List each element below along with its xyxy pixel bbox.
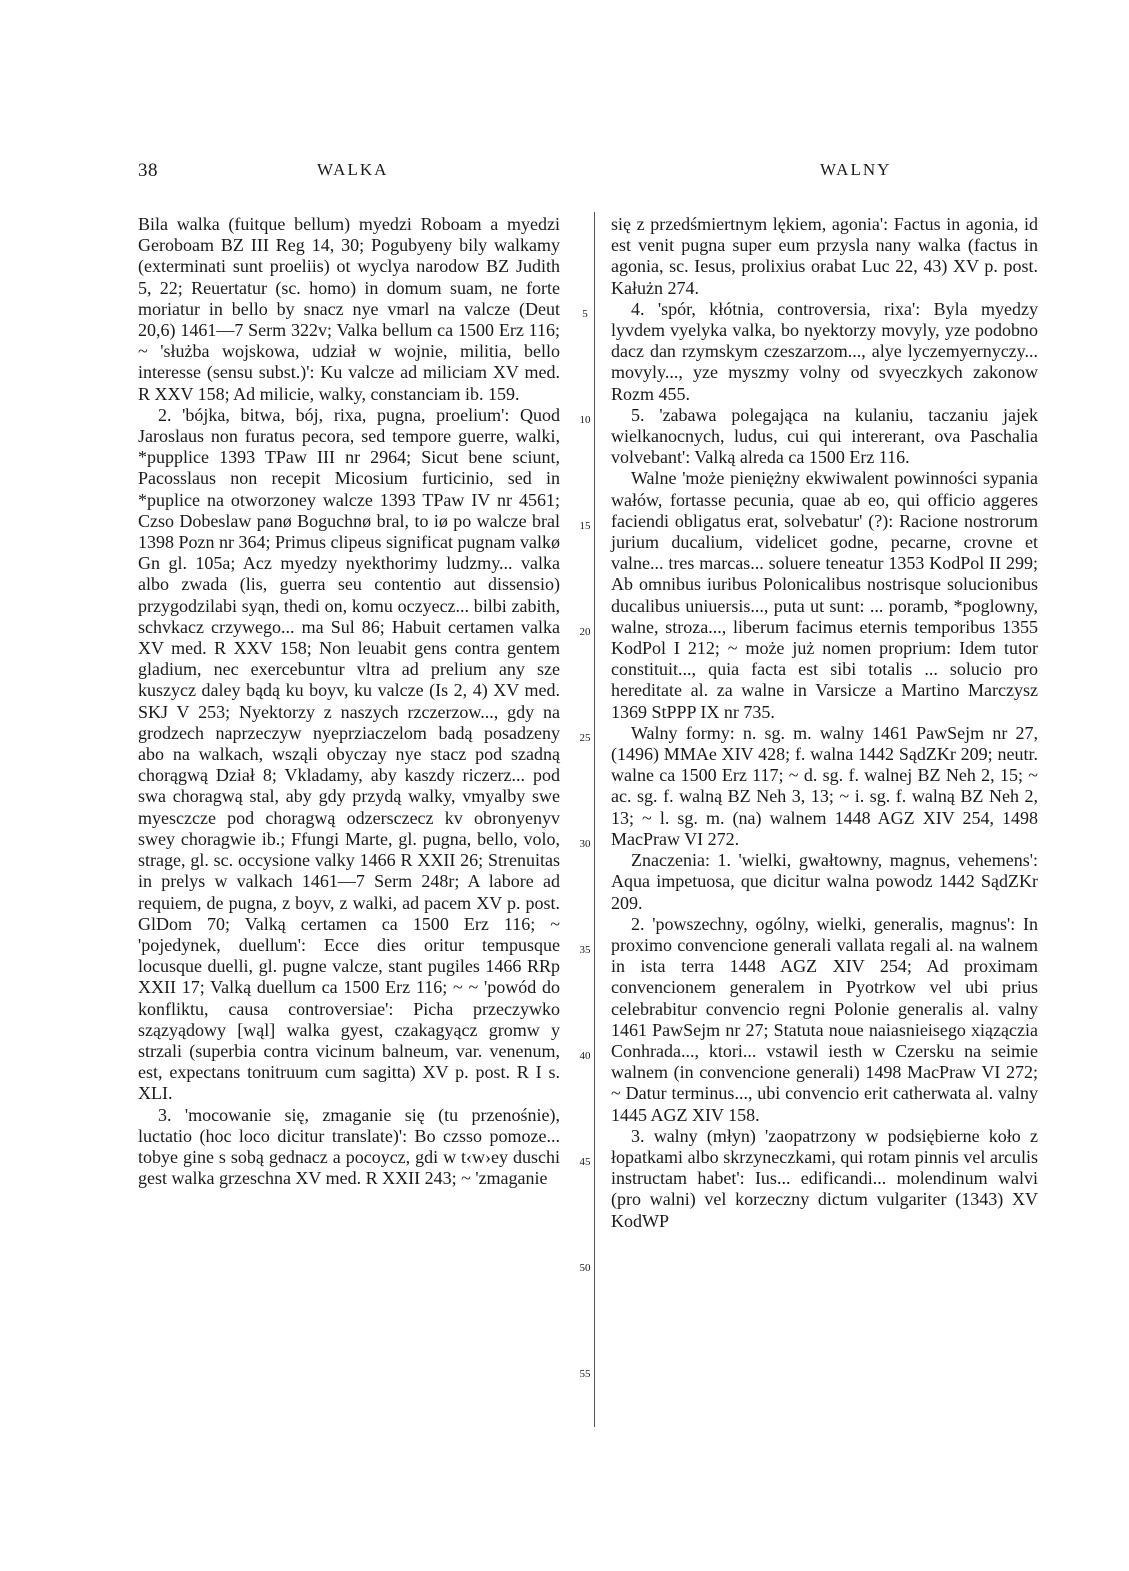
- paragraph: 2. 'powszechny, ogólny, wielki, generalis, magnus': In proximo convencione generali vallata regali al. na walnem in ista terra 1448 AGZ XIV 254; Ad proximam convencionem generalem in Pyotrkow vel ubi prius celebrabitur convencio regni Polonie generalis al. valny 1461 PawSejm nr 27; Statuta noue naiasnieisego xiązączia Conhrada..., ktori... vstawil iesth w Czersku na seimie walnem (in convencione generali) 1498 MacPraw VI 272; ~ Datur terminus..., ubi convencio erit catherwata al. valny 1445 AGZ XIV 158.: [611, 913, 1038, 1125]
- column-divider: [594, 212, 595, 1427]
- paragraph: 5. 'zabawa polegająca na kulaniu, taczaniu jajek wielkanocnych, ludus, cui qui intererant, ova Paschalia volvebant': Valką alreda ca 1500 Erz 116.: [611, 404, 1038, 468]
- paragraph: 3. 'mocowanie się, zmaganie się (tu przenośnie), luctatio (hoc loco dicitur translate)': Bo czsso pomoze... tobye gine s sobą gednacz a pocoycz, gdi w t‹w›ey duschi gest walka grzeschna XV med. R XXII 243; ~ 'zmaganie: [138, 1104, 560, 1189]
- paragraph: Bila walka (fuitque bellum) myedzi Roboam a myedzi Geroboam BZ III Reg 14, 30; Pogubyeny bily walkamy (exterminati sunt proeliis) ot wyclya narodow BZ Judith 5, 22; Reuertatur (sc. homo) in domum suam, ne forte moriatur in bello by snacz nye vmarl na valcze (Deut 20,6) 1461—7 Serm 322v; Valka bellum ca 1500 Erz 116; ~ 'służba wojskowa, udział w wojnie, militia, bello interesse (sensu subst.)': Ku valcze ad miliciam XV med. R XXV 158; Ad milicie, walky, constanciam ib. 159.: [138, 214, 560, 404]
- line-number: 45: [579, 1156, 591, 1168]
- paragraph: Walne 'może pieniężny ekwiwalent powinności sypania wałów, fortasse pecunia, quae ab eo, qui officio aggeres faciendi obligatus erat, solvebatur' (?): Racione nostrorum jurium ducalium, videlicet godne, pecarne, crovne et valne... tres marcas... soluere teneatur 1353 KodPol II 299; Ab omnibus iuribus Polonicalibus nostrisque solucionibus ducalibus uniuersis..., puta ut sunt: ... poramb, *poglowny, walne, stroza..., liberum facimus eternis temporibus 1355 KodPol I 212; ~ może już nomen proprium: Idem tutor constituit..., quia facta est sibi totalis ... solucio pro hereditate al. za walne in Varsicze a Martino Marczysz 1369 StPPP IX nr 735.: [611, 468, 1038, 722]
- line-number: 40: [579, 1050, 591, 1062]
- right-column: [611, 214, 1038, 1232]
- left-column: [138, 214, 560, 1189]
- line-number: 20: [579, 626, 591, 638]
- paragraph: Znaczenia: 1. 'wielki, gwałtowny, magnus, vehemens': Aqua impetuosa, que dicitur walna powodz 1442 SądZKr 209.: [611, 850, 1038, 913]
- right-running-head: WALNY: [820, 160, 892, 179]
- line-number: 35: [579, 944, 591, 956]
- paragraph: 3. walny (młyn) 'zaopatrzony w podsiębierne koło z łopatkami albo skrzyneczkami, qui rotam pinnis vel arculis instructam habet': Ius... edificandi... molendinum walvi (pro walni) vel korzeczny dictum vulgariter (1343) XV KodWP: [611, 1125, 1038, 1231]
- paragraph: Walny formy: n. sg. m. walny 1461 PawSejm nr 27, (1496) MMAe XIV 428; f. walna 1442 SądZKr 209; neutr. walne ca 1500 Erz 117; ~ d. sg. f. walnej BZ Neh 2, 15; ~ ac. sg. f. walną BZ Neh 3, 13; ~ i. sg. f. walną BZ Neh 2, 13; ~ l. sg. m. (na) walnem 1448 AGZ XIV 254, 1498 MacPraw VI 272.: [611, 722, 1038, 849]
- line-number: 25: [579, 732, 591, 744]
- paragraph: 4. 'spór, kłótnia, controversia, rixa': Byla myedzy lyvdem vyelyka valka, bo nyektorzy movyly, yze podobno dacz dan rzymskym czeszarzom..., alye lyczemyernyczy... movyly..., yze myszmy volny od svyeczkych zakonow Rozm 455.: [611, 298, 1038, 404]
- page-number: 38: [138, 160, 158, 181]
- line-number: 50: [579, 1262, 591, 1274]
- line-number: 30: [579, 838, 591, 850]
- line-number: 10: [579, 414, 591, 426]
- line-number: 5: [582, 308, 588, 320]
- line-number: 55: [579, 1368, 591, 1380]
- line-number: 15: [579, 520, 591, 532]
- left-running-head: WALKA: [317, 160, 389, 179]
- paragraph: się z przedśmiertnym lękiem, agonia': Factus in agonia, id est venit pugna super eum przysla nany walka (factus in agonia, sc. Iesus, prolixius orabat Luc 22, 43) XV p. post. Kałużn 274.: [611, 214, 1038, 298]
- paragraph: 2. 'bójka, bitwa, bój, rixa, pugna, proelium': Quod Jaroslaus non furatus pecora, sed tempore guerre, walki, *pupplice 1393 TPaw III nr 2964; Sicut bene sciunt, Pacosslaus non recepit Micosium furticinio, sed in *puplice na otworzoney walcze 1393 TPaw IV nr 4561; Czso Dobeslaw panø Boguchnø bral, to iø po walcze bral 1398 Pozn nr 364; Primus clipeus significat pugnam valkø Gn gl. 105a; Acz myedzy nyekthorimy ludzmy... valka albo zwada (lis, guerra seu contentio aut dissensio) przygodzilabi syąn, thedi on, komu oczyecz... bilbi zabith, schvkacz crzywego... ma Sul 86; Habuit certamen valka XV med. R XXV 158; Non leuabit gens contra gentem gladium, nec exercebuntur vltra ad prelium any sze kuszycz daley bądą ku boyv, ku valcze (Is 2, 4) XV med. SKJ V 253; Nyektorzy z naszych rzczerzow..., gdy na grodzech naprzeczyw nyeprziaczelom badą posadzeny abo na walkach, wsząli obyczay nye stacz pod szadną chorągwą Dział 8; Vkladamy, aby kaszdy riczerz... pod swa choragwą stal, aby gdy przydą walky, vmyalby swe myesczcze pod choragwą odzersczecz kv obronyenyv swey choragwie ib.; Ffungi Marte, gl. pugna, bello, volo, strage, gl. sc. occysione valky 1466 R XXII 26; Strenuitas in prelys w valkach 1461—7 Serm 248r; A labore ad requiem, de pugna, z boyv, z walki, ad pacem XV p. post. GlDom 70; Valką certamen ca 1500 Erz 116; ~ 'pojedynek, duellum': Ecce dies oritur tempusque locusque duelli, gl. pugne valcze, stant pugiles 1466 RRp XXII 17; Valką duellum ca 1500 Erz 116; ~ ~ 'powód do konfliktu, causa controversiae': Picha przeczywko szązyądowy [wąl] walka gyest, czakagyącz gromw y strzali (superbia contra vicinum balneum, var. venenum, est, expectans tonitruum cum sagitta) XV p. post. R I s. XLI.: [138, 404, 560, 1104]
